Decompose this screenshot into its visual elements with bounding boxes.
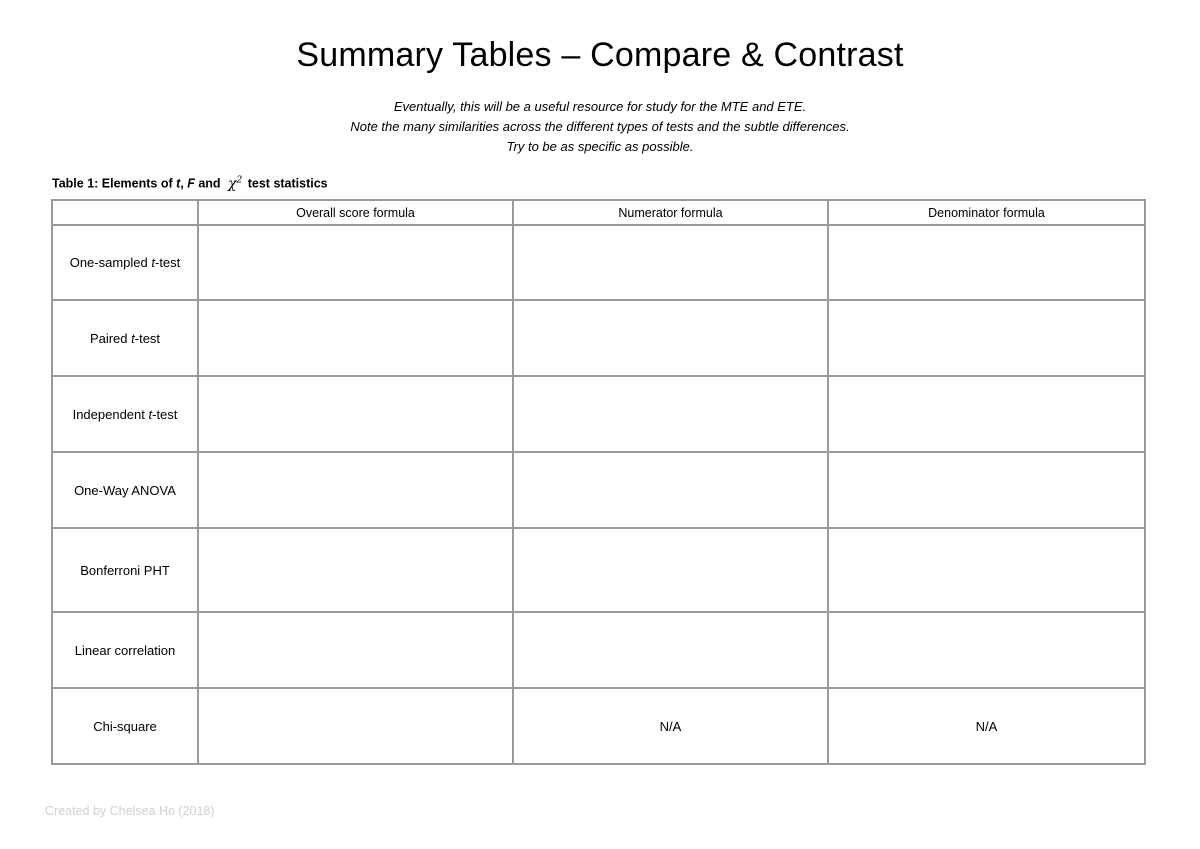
chi-letter: χ <box>228 175 237 192</box>
cell-overall[interactable] <box>198 225 513 300</box>
cell-denominator[interactable] <box>828 225 1145 300</box>
label-text: Paired <box>89 330 132 346</box>
cell-denominator: N/A <box>828 688 1145 764</box>
row-label-bonferroni <box>52 528 198 612</box>
cell-overall[interactable] <box>198 688 513 764</box>
cell-denominator[interactable] <box>828 528 1145 612</box>
footer-credit: Created by Chelsea Ho (2018) <box>45 804 215 818</box>
table-row <box>52 452 1145 528</box>
label-suffix: -test <box>152 406 178 422</box>
table-row <box>52 528 1145 612</box>
table-row <box>52 225 1145 300</box>
chi-superscript: 2 <box>236 175 243 185</box>
label-var: t <box>148 406 153 422</box>
label-text: Chi-square <box>93 718 157 734</box>
cell-denominator[interactable] <box>828 612 1145 688</box>
label-suffix: -test <box>134 330 161 346</box>
cell-overall[interactable] <box>198 300 513 376</box>
header-overall-score: Overall score formula <box>198 200 513 225</box>
label-text: Independent <box>72 406 149 422</box>
cell-numerator[interactable] <box>513 225 828 300</box>
label-text: One-Way ANOVA <box>74 482 176 498</box>
label-var: t <box>151 255 155 270</box>
label-text: One-sampled <box>69 255 152 270</box>
instructions <box>0 97 1200 157</box>
row-label-one-sampled <box>52 225 198 300</box>
cell-denominator[interactable] <box>828 376 1145 452</box>
cell-overall[interactable] <box>198 528 513 612</box>
cell-numerator[interactable] <box>513 300 828 376</box>
row-label-independent <box>52 376 198 452</box>
header-cell-blank <box>52 200 198 225</box>
cell-numerator[interactable] <box>513 612 828 688</box>
header-numerator: Numerator formula <box>513 200 828 225</box>
row-label-linear-correlation <box>52 612 198 688</box>
row-label-chi-square <box>52 688 198 764</box>
cell-overall[interactable] <box>198 376 513 452</box>
header-denominator: Denominator formula <box>828 200 1145 225</box>
table-caption <box>52 175 328 192</box>
cell-denominator[interactable] <box>828 452 1145 528</box>
caption-prefix: Table 1: Elements of <box>52 176 177 191</box>
table-row <box>52 688 1145 764</box>
label-text: Bonferroni PHT <box>80 562 170 578</box>
caption-and: and <box>194 176 225 191</box>
header-row <box>52 200 1145 225</box>
page-title: Summary Tables – Compare & Contrast <box>296 36 904 74</box>
cell-numerator[interactable] <box>513 528 828 612</box>
row-label-anova <box>52 452 198 528</box>
caption-chi-symbol <box>228 176 242 192</box>
caption-suffix: test statistics <box>244 176 328 191</box>
label-var: t <box>131 330 135 346</box>
table-row <box>52 376 1145 452</box>
caption-sep: , <box>180 176 188 191</box>
summary-table <box>51 199 1146 765</box>
cell-overall[interactable] <box>198 452 513 528</box>
table-row <box>52 612 1145 688</box>
caption-var-t: t <box>176 176 181 191</box>
cell-numerator[interactable] <box>513 376 828 452</box>
cell-numerator[interactable] <box>513 452 828 528</box>
label-suffix: -test <box>154 255 181 270</box>
row-label-paired <box>52 300 198 376</box>
label-text: Linear correlation <box>74 642 176 658</box>
instruction-line: Eventually, this will be a useful resource for study for the MTE and ETE. <box>393 99 807 114</box>
cell-denominator[interactable] <box>828 300 1145 376</box>
table-row <box>52 300 1145 376</box>
caption-var-f: F <box>187 176 195 191</box>
cell-numerator: N/A <box>513 688 828 764</box>
instruction-line: Note the many similarities across the different types of tests and the subtle differences. <box>350 119 850 134</box>
instruction-line: Try to be as specific as possible. <box>506 139 694 154</box>
cell-overall[interactable] <box>198 612 513 688</box>
